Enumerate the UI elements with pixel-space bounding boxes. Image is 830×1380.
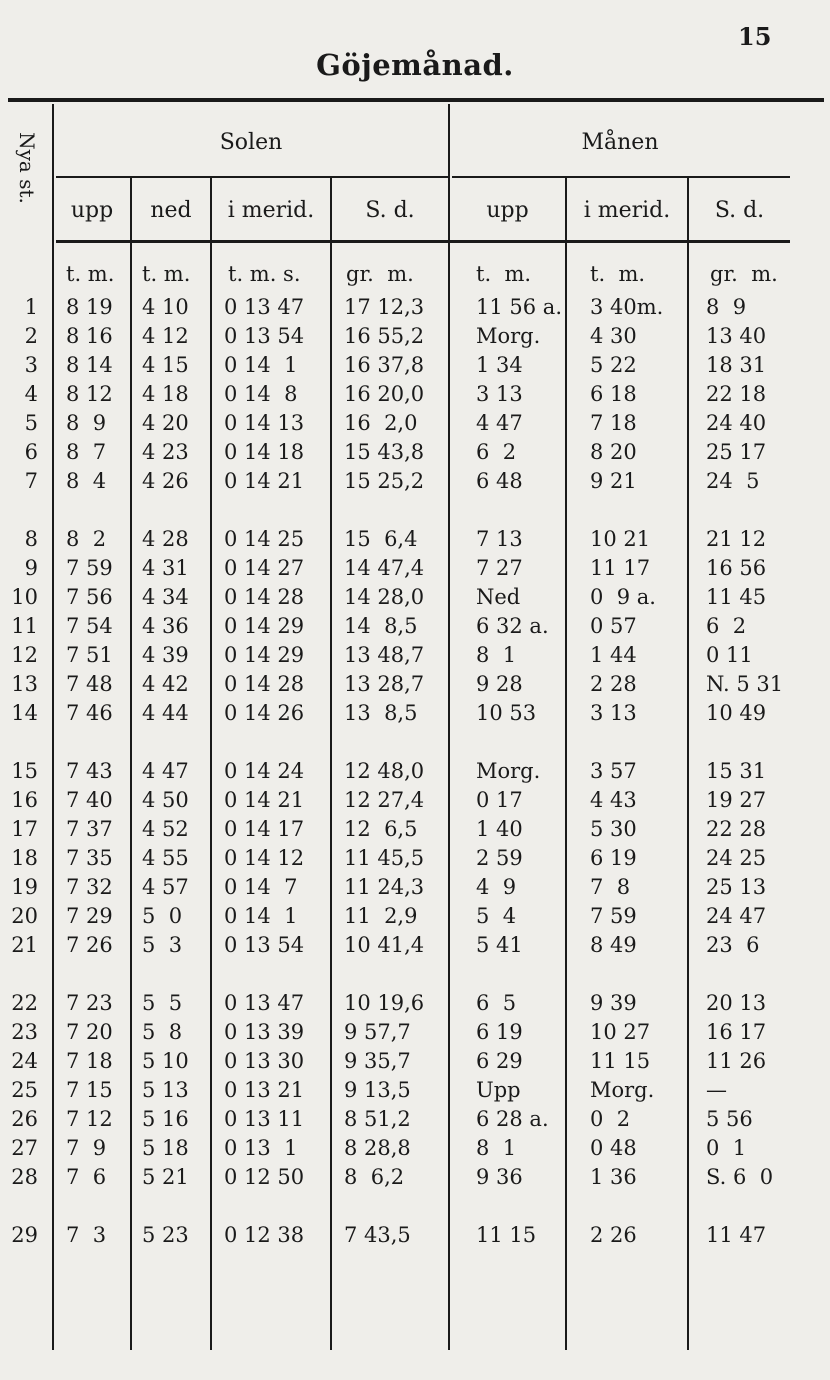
table-cell: 5 22	[590, 353, 637, 377]
table-cell: 7 56	[66, 585, 113, 609]
table-cell: —	[706, 1078, 727, 1102]
table-cell: 1 44	[590, 643, 637, 667]
table-row	[0, 643, 830, 672]
table-cell: 0 14 1	[224, 904, 298, 928]
table-cell: 5 56	[706, 1107, 753, 1131]
table-cell: 13 8,5	[344, 701, 418, 725]
table-cell: 9 13,5	[344, 1078, 411, 1102]
table-cell: 10 19,6	[344, 991, 425, 1015]
table-cell: 0 14 25	[224, 527, 305, 551]
table-cell: 4 50	[142, 788, 189, 812]
day-number: 4	[24, 382, 38, 406]
table-cell: 7 59	[590, 904, 637, 928]
table-cell: 1 36	[590, 1165, 637, 1189]
day-number: 24	[11, 1049, 38, 1073]
column-header: S. d.	[365, 198, 415, 223]
day-number: 9	[24, 556, 38, 580]
table-cell: 0 13 11	[224, 1107, 305, 1131]
table-cell: 0 12 38	[224, 1223, 305, 1247]
day-number: 6	[24, 440, 38, 464]
table-cell: 16 37,8	[344, 353, 425, 377]
table-cell: 0 14 1	[224, 353, 298, 377]
table-row	[0, 846, 830, 875]
table-cell: 11 47	[706, 1223, 767, 1247]
table-cell: 11 56 a.	[476, 295, 562, 319]
table-cell: 25 13	[706, 875, 767, 899]
table-cell: 7 20	[66, 1020, 113, 1044]
table-cell: 0 57	[590, 614, 637, 638]
table-cell: 0 14 27	[224, 556, 305, 580]
day-number: 2	[24, 324, 38, 348]
table-row	[0, 1107, 830, 1136]
table-cell: 9 57,7	[344, 1020, 411, 1044]
table-cell: 22 28	[706, 817, 767, 841]
table-cell: 4 47	[476, 411, 523, 435]
table-cell: 7 23	[66, 991, 113, 1015]
table-cell: 21 12	[706, 527, 767, 551]
table-cell: 7 12	[66, 1107, 113, 1131]
column-header: ned	[150, 198, 192, 223]
table-cell: 24 47	[706, 904, 767, 928]
table-cell: 16 17	[706, 1020, 767, 1044]
day-number: 12	[11, 643, 38, 667]
page-number: 15	[738, 22, 772, 51]
table-row	[0, 440, 830, 469]
table-row	[0, 1049, 830, 1078]
day-number: 10	[11, 585, 38, 609]
table-row	[0, 382, 830, 411]
table-cell: Morg.	[476, 759, 541, 783]
day-number: 18	[11, 846, 38, 870]
table-cell: 0 17	[476, 788, 523, 812]
table-cell: 7 6	[66, 1165, 107, 1189]
table-cell: 5 18	[142, 1136, 189, 1160]
day-number: 5	[24, 411, 38, 435]
table-cell: 16 2,0	[344, 411, 418, 435]
day-number: 15	[11, 759, 38, 783]
table-cell: 8 2	[66, 527, 107, 551]
table-cell: 22 18	[706, 382, 767, 406]
table-cell: 9 39	[590, 991, 637, 1015]
table-cell: 4 10	[142, 295, 189, 319]
group-header-moon: Månen	[581, 130, 659, 155]
table-cell: 15 25,2	[344, 469, 425, 493]
table-cell: S. 6 0	[706, 1165, 774, 1189]
table-cell: 6 19	[590, 846, 637, 870]
table-cell: 5 30	[590, 817, 637, 841]
day-number: 22	[11, 991, 38, 1015]
table-row	[0, 672, 830, 701]
table-cell: 0 11	[706, 643, 753, 667]
unit-label: t. m.	[476, 262, 532, 286]
table-cell: Morg.	[476, 324, 541, 348]
table-cell: 0 13 21	[224, 1078, 305, 1102]
table-cell: 8 20	[590, 440, 637, 464]
day-number: 14	[11, 701, 38, 725]
table-cell: 6 29	[476, 1049, 523, 1073]
table-cell: 11 26	[706, 1049, 767, 1073]
table-cell: 11 2,9	[344, 904, 418, 928]
table-cell: 6 18	[590, 382, 637, 406]
table-row	[0, 1020, 830, 1049]
table-cell: 6 32 a.	[476, 614, 549, 638]
table-cell: 10 21	[590, 527, 651, 551]
table-cell: 11 17	[590, 556, 651, 580]
unit-label: gr. m.	[710, 262, 778, 286]
table-cell: 8 4	[66, 469, 107, 493]
table-cell: 0 14 26	[224, 701, 305, 725]
table-cell: 8 6,2	[344, 1165, 405, 1189]
table-cell: 4 23	[142, 440, 189, 464]
table-cell: 4 47	[142, 759, 189, 783]
table-cell: 4 55	[142, 846, 189, 870]
table-cell: 15 43,8	[344, 440, 425, 464]
table-row	[0, 1165, 830, 1194]
table-cell: 0 14 12	[224, 846, 305, 870]
table-cell: 4 26	[142, 469, 189, 493]
table-cell: 7 32	[66, 875, 113, 899]
unit-label: t. m.	[590, 262, 646, 286]
day-number: 3	[24, 353, 38, 377]
table-cell: 10 41,4	[344, 933, 425, 957]
table-cell: 8 7	[66, 440, 107, 464]
day-number: 7	[24, 469, 38, 493]
table-cell: 14 28,0	[344, 585, 425, 609]
table-cell: 8 51,2	[344, 1107, 411, 1131]
table-cell: 7 35	[66, 846, 113, 870]
table-cell: 8 9	[66, 411, 107, 435]
table-cell: 4 28	[142, 527, 189, 551]
table-cell: 0 2	[590, 1107, 631, 1131]
day-number: 8	[24, 527, 38, 551]
table-cell: 7 18	[66, 1049, 113, 1073]
day-number: 27	[11, 1136, 38, 1160]
column-header: upp	[486, 198, 529, 223]
table-cell: 8 49	[590, 933, 637, 957]
table-cell: 4 52	[142, 817, 189, 841]
table-cell: 3 57	[590, 759, 637, 783]
table-cell: 20 13	[706, 991, 767, 1015]
table-row	[0, 1078, 830, 1107]
page-title: Göjemånad.	[316, 48, 514, 82]
table-cell: 4 20	[142, 411, 189, 435]
table-cell: Upp	[476, 1078, 521, 1102]
table-cell: 7 8	[590, 875, 631, 899]
table-cell: 0 9 a.	[590, 585, 656, 609]
table-cell: 4 34	[142, 585, 189, 609]
table-row	[0, 1136, 830, 1165]
table-cell: 0 14 18	[224, 440, 305, 464]
table-cell: 8 12	[66, 382, 113, 406]
table-cell: 4 36	[142, 614, 189, 638]
table-cell: 6 28 a.	[476, 1107, 549, 1131]
table-cell: 11 45	[706, 585, 767, 609]
table-cell: 5 23	[142, 1223, 189, 1247]
table-cell: 3 40m.	[590, 295, 664, 319]
day-number: 23	[11, 1020, 38, 1044]
table-cell: 7 13	[476, 527, 523, 551]
table-cell: 5 16	[142, 1107, 189, 1131]
table-row	[0, 411, 830, 440]
table-cell: 7 18	[590, 411, 637, 435]
day-number: 13	[11, 672, 38, 696]
table-cell: 7 43	[66, 759, 113, 783]
table-cell: 10 49	[706, 701, 767, 725]
table-cell: 5 41	[476, 933, 523, 957]
table-cell: 4 39	[142, 643, 189, 667]
table-cell: 7 27	[476, 556, 523, 580]
day-number: 16	[11, 788, 38, 812]
table-cell: 1 34	[476, 353, 523, 377]
table-cell: 0 13 47	[224, 991, 305, 1015]
table-cell: 0 14 21	[224, 788, 305, 812]
table-row	[0, 875, 830, 904]
table-row	[0, 353, 830, 382]
table-cell: 2 28	[590, 672, 637, 696]
table-cell: 5 5	[142, 991, 183, 1015]
table-row	[0, 556, 830, 585]
table-cell: 0 13 54	[224, 324, 305, 348]
table-cell: 0 14 7	[224, 875, 298, 899]
table-cell: 19 27	[706, 788, 767, 812]
table-cell: 3 13	[590, 701, 637, 725]
table-cell: 10 27	[590, 1020, 651, 1044]
table-cell: 6 2	[706, 614, 747, 638]
table-cell: 12 27,4	[344, 788, 425, 812]
table-cell: 17 12,3	[344, 295, 425, 319]
table-cell: 10 53	[476, 701, 537, 725]
table-cell: 4 57	[142, 875, 189, 899]
table-cell: 0 1	[706, 1136, 747, 1160]
table-cell: 8 9	[706, 295, 747, 319]
table-cell: 11 45,5	[344, 846, 425, 870]
table-cell: 0 14 24	[224, 759, 305, 783]
table-cell: 8 19	[66, 295, 113, 319]
table-cell: 9 36	[476, 1165, 523, 1189]
table-cell: 14 8,5	[344, 614, 418, 638]
table-cell: 0 14 28	[224, 585, 305, 609]
table-cell: 4 15	[142, 353, 189, 377]
table-cell: 15 31	[706, 759, 767, 783]
table-cell: 0 13 39	[224, 1020, 305, 1044]
unit-label: t. m.	[66, 262, 115, 286]
table-cell: 11 15	[476, 1223, 537, 1247]
table-cell: 18 31	[706, 353, 767, 377]
table-cell: 7 48	[66, 672, 113, 696]
table-cell: 0 13 30	[224, 1049, 305, 1073]
table-row	[0, 614, 830, 643]
table-cell: 7 15	[66, 1078, 113, 1102]
table-cell: 16 20,0	[344, 382, 425, 406]
table-row	[0, 1223, 830, 1252]
table-cell: 9 28	[476, 672, 523, 696]
table-row	[0, 904, 830, 933]
table-cell: 8 14	[66, 353, 113, 377]
table-cell: 5 3	[142, 933, 183, 957]
table-cell: 4 42	[142, 672, 189, 696]
table-cell: 0 12 50	[224, 1165, 305, 1189]
day-number: 25	[11, 1078, 38, 1102]
day-number: 17	[11, 817, 38, 841]
table-cell: 7 43,5	[344, 1223, 411, 1247]
table-cell: 6 2	[476, 440, 517, 464]
table-cell: 16 55,2	[344, 324, 425, 348]
day-number: 19	[11, 875, 38, 899]
column-header: i merid.	[583, 198, 671, 223]
table-cell: 6 5	[476, 991, 517, 1015]
table-cell: 7 40	[66, 788, 113, 812]
table-row	[0, 788, 830, 817]
table-row	[0, 759, 830, 788]
column-header: i merid.	[227, 198, 315, 223]
table-row	[0, 585, 830, 614]
day-number: 20	[11, 904, 38, 928]
day-number: 11	[11, 614, 38, 638]
table-cell: 8 28,8	[344, 1136, 411, 1160]
table-cell: 13 40	[706, 324, 767, 348]
table-cell: 7 3	[66, 1223, 107, 1247]
table-row	[0, 527, 830, 556]
table-cell: 0 14 17	[224, 817, 305, 841]
table-cell: 4 31	[142, 556, 189, 580]
table-cell: 7 59	[66, 556, 113, 580]
table-cell: 2 26	[590, 1223, 637, 1247]
table-cell: 5 8	[142, 1020, 183, 1044]
table-cell: 4 43	[590, 788, 637, 812]
unit-label: t. m. s.	[228, 262, 301, 286]
table-cell: 24 40	[706, 411, 767, 435]
table-cell: 5 13	[142, 1078, 189, 1102]
table-cell: 0 14 21	[224, 469, 305, 493]
table-cell: 7 37	[66, 817, 113, 841]
table-cell: 12 6,5	[344, 817, 418, 841]
table-cell: 0 48	[590, 1136, 637, 1160]
table-cell: Ned	[476, 585, 521, 609]
table-cell: 11 15	[590, 1049, 651, 1073]
table-cell: 0 13 47	[224, 295, 305, 319]
table-row	[0, 817, 830, 846]
table-cell: 9 35,7	[344, 1049, 411, 1073]
table-row	[0, 469, 830, 498]
table-cell: 0 14 29	[224, 614, 305, 638]
table-cell: 13 28,7	[344, 672, 425, 696]
table-cell: 11 24,3	[344, 875, 425, 899]
table-cell: 5 10	[142, 1049, 189, 1073]
table-cell: 0 13 54	[224, 933, 305, 957]
table-cell: 7 26	[66, 933, 113, 957]
table-cell: 24 25	[706, 846, 767, 870]
table-row	[0, 991, 830, 1020]
table-cell: 0 13 1	[224, 1136, 298, 1160]
table-cell: 16 56	[706, 556, 767, 580]
table-row	[0, 701, 830, 730]
day-number: 26	[11, 1107, 38, 1131]
table-cell: 4 30	[590, 324, 637, 348]
table-cell: 0 14 13	[224, 411, 305, 435]
table-cell: 8 16	[66, 324, 113, 348]
table-cell: 4 44	[142, 701, 189, 725]
day-number: 29	[11, 1223, 38, 1247]
unit-label: t. m.	[142, 262, 191, 286]
table-cell: 4 9	[476, 875, 517, 899]
table-cell: 12 48,0	[344, 759, 425, 783]
table-cell: 6 48	[476, 469, 523, 493]
table-cell: 25 17	[706, 440, 767, 464]
column-header: upp	[70, 198, 114, 223]
table-row	[0, 933, 830, 962]
column-header: S. d.	[714, 198, 765, 223]
table-cell: 13 48,7	[344, 643, 425, 667]
table-cell: 5 0	[142, 904, 183, 928]
table-cell: 0 14 29	[224, 643, 305, 667]
table-cell: 8 1	[476, 643, 517, 667]
table-row	[0, 295, 830, 324]
table-cell: 5 21	[142, 1165, 189, 1189]
unit-label: gr. m.	[346, 262, 414, 286]
table-cell: 4 12	[142, 324, 189, 348]
table-cell: 7 9	[66, 1136, 107, 1160]
table-cell: 0 14 28	[224, 672, 305, 696]
table-cell: 7 29	[66, 904, 113, 928]
table-cell: 4 18	[142, 382, 189, 406]
table-cell: 6 19	[476, 1020, 523, 1044]
table-cell: 9 21	[590, 469, 637, 493]
table-cell: 2 59	[476, 846, 523, 870]
table-cell: 23 6	[706, 933, 760, 957]
table-cell: 24 5	[706, 469, 760, 493]
table-cell: 8 1	[476, 1136, 517, 1160]
table-cell: 5 4	[476, 904, 517, 928]
group-header-sun: Solen	[219, 130, 283, 155]
day-number: 1	[24, 295, 38, 319]
table-cell: 7 51	[66, 643, 113, 667]
table-cell: N. 5 31	[706, 672, 784, 696]
table-row	[0, 324, 830, 353]
table-cell: 7 46	[66, 701, 113, 725]
table-cell: 14 47,4	[344, 556, 425, 580]
table-cell: Morg.	[590, 1078, 655, 1102]
day-number: 28	[11, 1165, 38, 1189]
sidebar-label: Nya st.	[15, 132, 39, 204]
table-cell: 3 13	[476, 382, 523, 406]
day-number: 21	[11, 933, 38, 957]
table-cell: 0 14 8	[224, 382, 298, 406]
table-cell: 1 40	[476, 817, 523, 841]
table-cell: 15 6,4	[344, 527, 418, 551]
table-cell: 7 54	[66, 614, 113, 638]
